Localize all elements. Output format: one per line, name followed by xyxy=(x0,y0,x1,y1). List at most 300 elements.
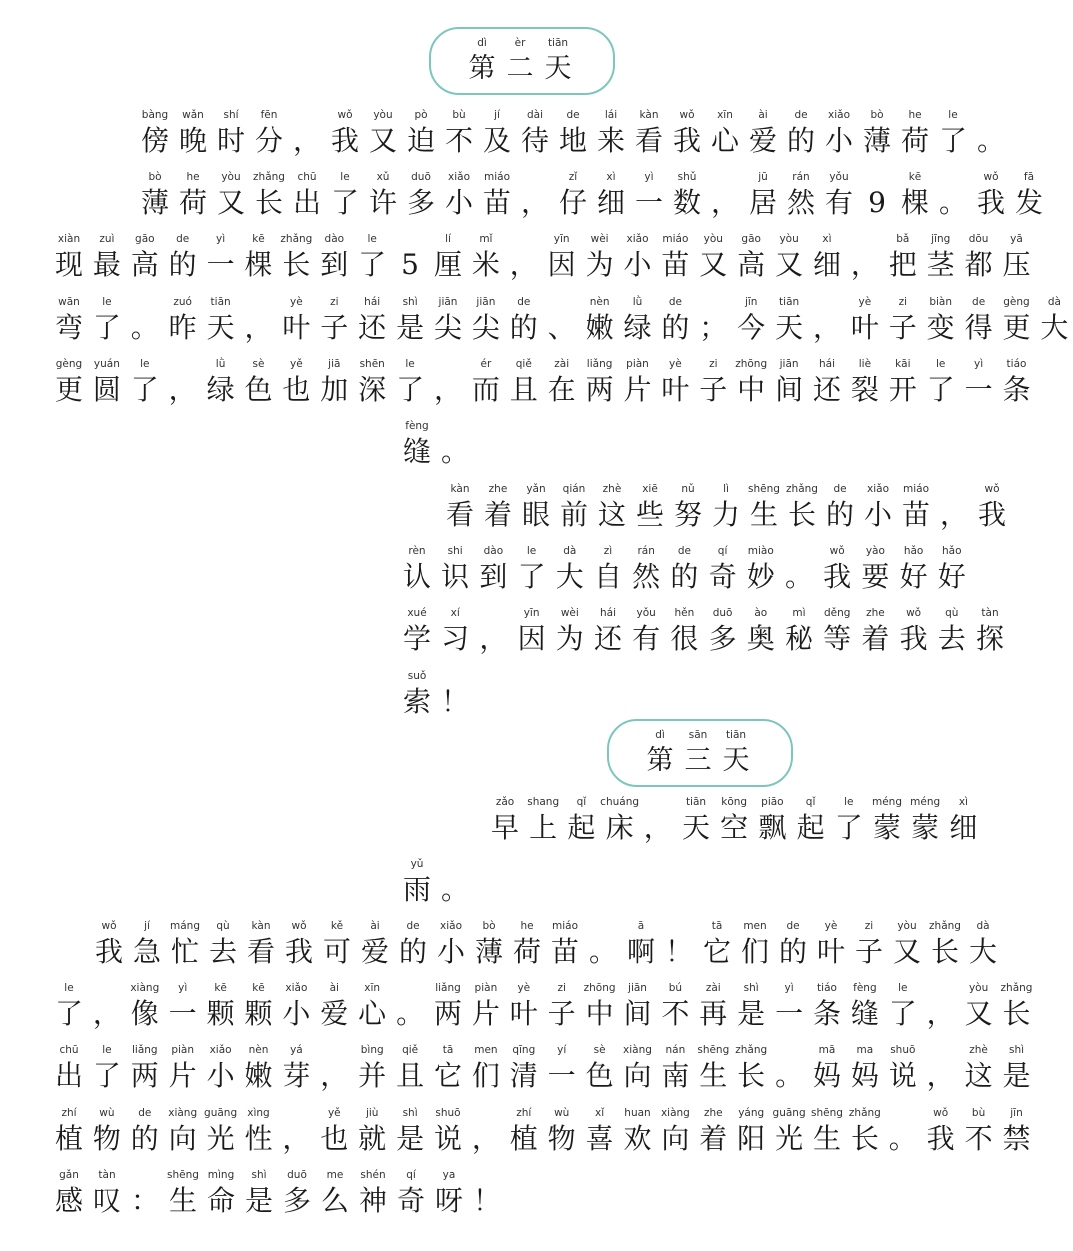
hanzi: 多 xyxy=(282,1184,311,1217)
hanzi: 了 xyxy=(938,124,967,157)
pinyin: wèi xyxy=(590,233,609,245)
ruby-char xyxy=(933,606,971,662)
hanzi: 薄 xyxy=(862,124,891,157)
ruby-char xyxy=(706,108,744,164)
ruby-char xyxy=(884,1106,922,1162)
pinyin: lí xyxy=(445,233,451,245)
hanzi: 小 xyxy=(863,498,892,531)
ruby-char xyxy=(391,232,429,288)
hanzi: 起 xyxy=(796,811,825,844)
pinyin: xí xyxy=(450,607,460,619)
hanzi: 5 xyxy=(401,248,419,281)
ruby-char xyxy=(808,232,846,288)
ruby-char xyxy=(508,919,546,975)
ruby-char xyxy=(581,1043,619,1099)
hanzi: 厘 xyxy=(433,248,462,281)
pinyin: xì xyxy=(958,796,968,808)
hanzi: 长 xyxy=(787,498,816,531)
pinyin: piàn xyxy=(171,1044,195,1056)
ruby-char xyxy=(856,606,894,662)
ruby-char xyxy=(770,1106,808,1162)
hanzi: 的 xyxy=(661,311,690,344)
hanzi: 飘 xyxy=(758,811,787,844)
ruby-char xyxy=(174,170,212,226)
hanzi: ， xyxy=(479,622,508,655)
ruby-char xyxy=(505,295,543,351)
hanzi: ， xyxy=(320,1059,349,1092)
hanzi: 。 xyxy=(588,935,617,968)
ruby-char xyxy=(164,357,202,413)
ruby-char xyxy=(126,1168,164,1224)
pinyin: zhí xyxy=(61,1107,77,1119)
hanzi: 雨 xyxy=(402,873,431,906)
pinyin: nán xyxy=(665,1044,686,1056)
ruby-char xyxy=(524,795,562,851)
pinyin: nèn xyxy=(248,1044,269,1056)
ruby-char xyxy=(391,357,429,413)
pinyin: wǎn xyxy=(182,109,204,121)
ruby-char xyxy=(868,795,906,851)
hanzi: 我 xyxy=(823,560,852,593)
ruby-char xyxy=(543,1106,581,1162)
ruby-char xyxy=(694,981,732,1037)
hanzi: 识 xyxy=(441,560,470,593)
hanzi: ， xyxy=(710,186,739,219)
hanzi: 米 xyxy=(471,248,500,281)
ruby-char xyxy=(436,606,474,662)
hanzi: 待 xyxy=(520,124,549,157)
hanzi: 奇 xyxy=(708,560,737,593)
ruby-char xyxy=(543,295,581,351)
ruby-char xyxy=(240,357,278,413)
hanzi: 一 xyxy=(964,373,993,406)
hanzi: 。 xyxy=(440,435,469,468)
hanzi: 片 xyxy=(471,997,500,1030)
ruby-char xyxy=(470,919,508,975)
hanzi: 及 xyxy=(482,124,511,157)
ruby-char xyxy=(513,606,551,662)
hanzi: 。 xyxy=(784,560,813,593)
hanzi: 可 xyxy=(322,935,351,968)
pinyin: duō xyxy=(287,1169,307,1181)
ruby-char xyxy=(589,606,627,662)
ruby-char xyxy=(926,919,964,975)
ruby-char xyxy=(277,1043,315,1099)
ruby-char xyxy=(88,295,126,351)
ruby-char xyxy=(126,232,164,288)
hanzi: 天 xyxy=(722,745,750,776)
hanzi: 力 xyxy=(711,498,740,531)
pinyin: de xyxy=(786,920,800,932)
hanzi: 又 xyxy=(775,248,804,281)
ruby-char xyxy=(922,232,960,288)
hanzi: 说 xyxy=(888,1059,917,1092)
ruby-char xyxy=(808,295,846,351)
ruby-char xyxy=(732,232,770,288)
hanzi: 开 xyxy=(888,373,917,406)
pinyin: zi xyxy=(898,296,908,308)
hanzi: 今 xyxy=(737,311,766,344)
hanzi: 子 xyxy=(547,997,576,1030)
hanzi: 最 xyxy=(92,248,121,281)
hanzi: 叹 xyxy=(92,1184,121,1217)
ruby-char xyxy=(639,795,677,851)
ruby-char xyxy=(240,1043,278,1099)
ruby-char xyxy=(240,232,278,288)
hanzi: 分 xyxy=(254,124,283,157)
ruby-char xyxy=(539,36,577,92)
ruby-char xyxy=(126,357,164,413)
pinyin: yào xyxy=(865,545,885,557)
ruby-char xyxy=(960,357,998,413)
hanzi: 。 xyxy=(440,873,469,906)
hanzi: 蒙 xyxy=(911,811,940,844)
hanzi: 生 xyxy=(812,1122,841,1155)
ruby-char xyxy=(972,108,1010,164)
pinyin: huan xyxy=(624,1107,651,1119)
pinyin: le xyxy=(898,982,908,994)
hanzi: ， xyxy=(292,124,321,157)
ruby-char xyxy=(474,544,512,600)
hanzi: 心 xyxy=(358,997,387,1030)
pinyin: dōu xyxy=(968,233,989,245)
hanzi: ， xyxy=(282,1122,311,1155)
hanzi: 三 xyxy=(684,745,712,776)
hanzi: 习 xyxy=(441,622,470,655)
pinyin: fèng xyxy=(853,982,877,994)
pinyin: wèi xyxy=(560,607,579,619)
ruby-char xyxy=(543,1043,581,1099)
ruby-char xyxy=(1035,295,1073,351)
hanzi: 了 xyxy=(358,248,387,281)
hanzi: 欢 xyxy=(623,1122,652,1155)
ruby-char xyxy=(88,981,126,1037)
pinyin: yá xyxy=(290,1044,303,1056)
ruby-char xyxy=(906,795,944,851)
pinyin: qù xyxy=(945,607,959,619)
ruby-char xyxy=(998,1043,1036,1099)
hanzi: 植 xyxy=(509,1122,538,1155)
hanzi: 么 xyxy=(320,1184,349,1217)
pinyin: bù xyxy=(971,1107,986,1119)
hanzi: ， xyxy=(433,373,462,406)
hanzi: 压 xyxy=(1002,248,1031,281)
ruby-char xyxy=(656,1043,694,1099)
ruby-char xyxy=(818,544,856,600)
ruby-char xyxy=(126,295,164,351)
pinyin: qǐ xyxy=(576,796,587,808)
hanzi: 是 xyxy=(1002,1059,1031,1092)
pinyin: hái xyxy=(364,296,381,308)
hanzi: 一 xyxy=(168,997,197,1030)
pinyin: shuō xyxy=(890,1044,916,1056)
ruby-char xyxy=(486,795,524,851)
pinyin: shang xyxy=(527,796,560,808)
hanzi: 是 xyxy=(396,1122,425,1155)
ruby-char xyxy=(202,295,240,351)
pinyin: xiǎo xyxy=(440,920,462,932)
hanzi: 。 xyxy=(888,1122,917,1155)
pinyin: bò xyxy=(482,920,496,932)
pinyin: duō xyxy=(411,171,431,183)
ruby-char xyxy=(429,232,467,288)
pinyin: zhè xyxy=(602,483,622,495)
ruby-char xyxy=(202,981,240,1037)
hanzi: 前 xyxy=(559,498,588,531)
ruby-char xyxy=(315,357,353,413)
hanzi: ！ xyxy=(664,935,693,968)
ruby-char xyxy=(933,544,971,600)
pinyin: shì xyxy=(251,1169,267,1181)
hanzi: 也 xyxy=(320,1122,349,1155)
hanzi: 苗 xyxy=(482,186,511,219)
ruby-char xyxy=(973,482,1011,538)
pinyin: zhǎng xyxy=(929,920,961,932)
ruby-char xyxy=(717,728,755,784)
pinyin: duō xyxy=(712,607,733,619)
ruby-char xyxy=(884,981,922,1037)
hanzi: 长 xyxy=(737,1059,766,1092)
hanzi: 天 xyxy=(775,311,804,344)
pinyin: tiáo xyxy=(1006,358,1027,370)
hanzi: ， xyxy=(471,1122,500,1155)
pinyin: de xyxy=(517,296,531,308)
hanzi: ， xyxy=(520,186,549,219)
hanzi: 光 xyxy=(775,1122,804,1155)
hanzi: 条 xyxy=(812,997,841,1030)
ruby-char xyxy=(288,170,326,226)
pinyin: shēn xyxy=(359,358,385,370)
hanzi: 们 xyxy=(471,1059,500,1092)
hanzi: 色 xyxy=(244,373,273,406)
hanzi: 床 xyxy=(605,811,634,844)
ruby-char xyxy=(315,981,353,1037)
pinyin: de xyxy=(833,483,847,495)
pinyin: jiān xyxy=(779,358,799,370)
hanzi: 更 xyxy=(1002,311,1031,344)
hanzi: 物 xyxy=(547,1122,576,1155)
ruby-char xyxy=(240,981,278,1037)
ruby-char xyxy=(732,357,770,413)
ruby-char xyxy=(467,232,505,288)
pinyin: kàn xyxy=(639,109,659,121)
hanzi: 好 xyxy=(899,560,928,593)
hanzi: 蒙 xyxy=(872,811,901,844)
hanzi: 的 xyxy=(825,498,854,531)
ruby-char xyxy=(402,108,440,164)
ruby-char xyxy=(240,1168,278,1224)
hanzi: ， xyxy=(812,311,841,344)
hanzi: 看 xyxy=(634,124,663,157)
ruby-char xyxy=(895,544,933,600)
ruby-char xyxy=(656,1106,694,1162)
hanzi: 秘 xyxy=(784,622,813,655)
ruby-char xyxy=(318,919,356,975)
pinyin: mì xyxy=(792,607,806,619)
hanzi: ， xyxy=(168,373,197,406)
ruby-char xyxy=(402,170,440,226)
pinyin: shēng xyxy=(811,1107,843,1119)
hanzi: 我 xyxy=(94,935,123,968)
hanzi: 9 xyxy=(868,186,886,219)
hanzi: 苗 xyxy=(901,498,930,531)
hanzi: 又 xyxy=(368,124,397,157)
hanzi: 大 xyxy=(968,935,997,968)
pinyin: tā xyxy=(711,920,723,932)
pinyin: yáng xyxy=(738,1107,765,1119)
pinyin: ér xyxy=(480,358,492,370)
pinyin: qí xyxy=(406,1169,416,1181)
hanzi: 尖 xyxy=(471,311,500,344)
pinyin: zhǎng xyxy=(786,483,818,495)
ruby-char xyxy=(88,1168,126,1224)
pinyin: zhōng xyxy=(735,358,768,370)
ruby-char xyxy=(391,1106,429,1162)
ruby-char xyxy=(398,606,436,662)
pinyin: xué xyxy=(407,607,427,619)
hanzi: 长 xyxy=(282,248,311,281)
pinyin: wǒ xyxy=(984,483,1000,495)
pinyin: tiáo xyxy=(817,982,837,994)
hanzi: 爱 xyxy=(748,124,777,157)
pinyin: jiān xyxy=(628,982,647,994)
ruby-char xyxy=(592,170,630,226)
pinyin: pò xyxy=(414,109,428,121)
ruby-char xyxy=(812,919,850,975)
pinyin: zhè xyxy=(969,1044,988,1056)
ruby-char xyxy=(315,1043,353,1099)
hanzi: 居 xyxy=(748,186,777,219)
hanzi: 我 xyxy=(977,498,1006,531)
ruby-char xyxy=(543,981,581,1037)
hanzi: ， xyxy=(939,498,968,531)
hanzi: 了 xyxy=(130,373,159,406)
ruby-char xyxy=(240,1106,278,1162)
pinyin: de xyxy=(176,233,190,245)
ruby-char xyxy=(581,295,619,351)
ruby-char xyxy=(821,482,859,538)
ruby-char xyxy=(50,1106,88,1162)
ruby-char xyxy=(619,357,657,413)
hanzi: 啊 xyxy=(626,935,655,968)
pinyin: wù xyxy=(554,1107,570,1119)
hanzi: 长 xyxy=(930,935,959,968)
pinyin: zi xyxy=(557,982,566,994)
ruby-char xyxy=(202,1106,240,1162)
hanzi: 子 xyxy=(854,935,883,968)
pinyin: jí xyxy=(494,109,500,121)
hanzi: 颗 xyxy=(206,997,235,1030)
pinyin: he xyxy=(908,109,922,121)
pinyin: suǒ xyxy=(407,670,427,682)
pinyin: qù xyxy=(216,920,230,932)
pinyin: gāo xyxy=(741,233,761,245)
ruby-char xyxy=(353,232,391,288)
pinyin: bù xyxy=(452,109,466,121)
pinyin: ya xyxy=(442,1169,456,1181)
ruby-char xyxy=(884,1043,922,1099)
hanzi: 叶 xyxy=(509,997,538,1030)
hanzi: 而 xyxy=(471,373,500,406)
pinyin: xiàn xyxy=(57,233,81,245)
hanzi: 中 xyxy=(737,373,766,406)
ruby-char xyxy=(436,669,474,725)
ruby-char xyxy=(593,482,631,538)
pinyin: miào xyxy=(747,545,774,557)
ruby-char xyxy=(240,295,278,351)
pinyin: shì xyxy=(402,296,418,308)
ruby-char xyxy=(960,232,998,288)
hanzi: 了 xyxy=(92,311,121,344)
ruby-char xyxy=(202,1168,240,1224)
ruby-char xyxy=(467,1043,505,1099)
hanzi: 薄 xyxy=(474,935,503,968)
ruby-char xyxy=(694,1106,732,1162)
hanzi: 棵 xyxy=(244,248,273,281)
hanzi: 深 xyxy=(358,373,387,406)
pinyin: men xyxy=(474,1044,498,1056)
hanzi: 圆 xyxy=(92,373,121,406)
pinyin: yòu xyxy=(968,982,989,994)
hanzi: 高 xyxy=(130,248,159,281)
pinyin: le xyxy=(64,982,74,994)
pinyin: de xyxy=(406,920,420,932)
pinyin: bǎ xyxy=(896,233,910,245)
day-title xyxy=(607,719,793,787)
ruby-char xyxy=(50,295,88,351)
hanzi: 荷 xyxy=(900,124,929,157)
hanzi: ， xyxy=(850,248,879,281)
hanzi: 片 xyxy=(623,373,652,406)
pinyin: yì xyxy=(644,171,654,183)
pinyin: guāng xyxy=(772,1107,806,1119)
ruby-char xyxy=(846,981,884,1037)
pinyin: men xyxy=(743,920,767,932)
ruby-char xyxy=(665,544,703,600)
pinyin: yí xyxy=(557,1044,567,1056)
pinyin: zài xyxy=(554,358,570,370)
ruby-char xyxy=(694,1043,732,1099)
ruby-char xyxy=(277,295,315,351)
hanzi: 的 xyxy=(130,1122,159,1155)
hanzi: 奇 xyxy=(396,1184,425,1217)
pinyin: jīn xyxy=(744,296,758,308)
hanzi: 长 xyxy=(1002,997,1031,1030)
pinyin: le xyxy=(935,358,946,370)
pinyin: gèng xyxy=(1003,296,1030,308)
ruby-char xyxy=(356,919,394,975)
hanzi: 了 xyxy=(92,1059,121,1092)
hanzi: 荷 xyxy=(512,935,541,968)
ruby-char xyxy=(601,795,639,851)
hanzi: 都 xyxy=(964,248,993,281)
ruby-char xyxy=(972,170,1010,226)
pinyin: de xyxy=(972,296,986,308)
hanzi: 茎 xyxy=(926,248,955,281)
hanzi: 命 xyxy=(206,1184,235,1217)
pinyin: biàn xyxy=(929,296,953,308)
ruby-char xyxy=(505,1106,543,1162)
hanzi: 绿 xyxy=(623,311,652,344)
ruby-char xyxy=(277,232,315,288)
pinyin: hěn xyxy=(674,607,695,619)
pinyin: le xyxy=(405,358,415,370)
hanzi: 也 xyxy=(282,373,311,406)
pinyin: tàn xyxy=(981,607,999,619)
hanzi: 又 xyxy=(699,248,728,281)
pinyin: nǔ xyxy=(681,483,695,495)
pinyin: hǎo xyxy=(903,545,924,557)
